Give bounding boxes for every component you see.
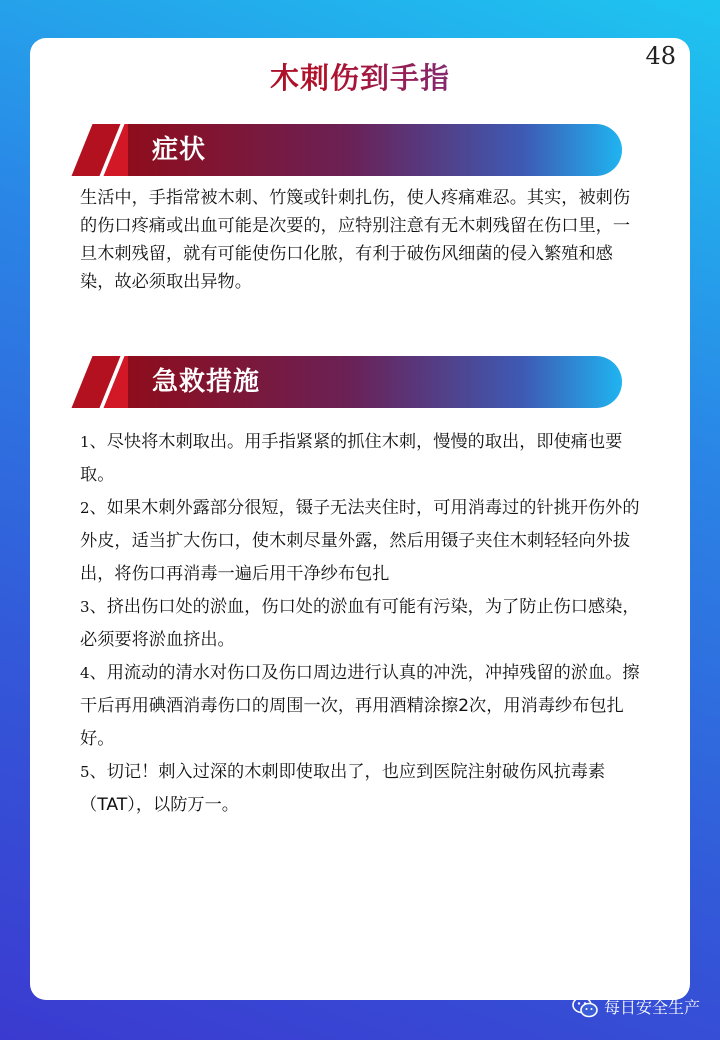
content-card bbox=[30, 38, 690, 1000]
step-number: 5 bbox=[80, 763, 90, 781]
page-title: 木刺伤到手指 bbox=[30, 56, 690, 97]
step-text: 、切记！刺入过深的木刺即使取出了，也应到医院注射破伤风抗毒素（TAT），以防万一。 bbox=[80, 762, 606, 815]
first-aid-heading: 急救措施 bbox=[152, 367, 261, 397]
step-text: 、如果木刺外露部分很短，镊子无法夹住时，可用消毒过的针挑开伤外的外皮，适当扩大伤口，使木刺尽量外露，然后用镊子夹住木刺轻轻向外拔出，将伤口再消毒一遍后用干净纱布包扎 bbox=[80, 498, 640, 584]
list-item bbox=[80, 657, 650, 756]
step-text: 、用流动的清水对伤口及伤口周边进行认真的冲洗，冲掉残留的淤血。擦干后再用碘酒消毒伤口的周围一次，再用酒精涂擦2次，用消毒纱布包扎好。 bbox=[80, 663, 640, 749]
first-aid-steps bbox=[80, 426, 650, 822]
symptoms-body: 生活中，手指常被木刺、竹篾或针刺扎伤，使人疼痛难忍。其实，被刺伤的伤口疼痛或出血可能是次要的，应特别注意有无木刺残留在伤口里，一旦木刺残留，就有可能使伤口化脓，有利于破伤风细菌的侵入繁殖和感染，故必须取出异物。 bbox=[80, 188, 631, 292]
symptoms-heading: 症状 bbox=[152, 135, 207, 165]
step-text: 、挤出伤口处的淤血，伤口处的淤血有可能有污染，为了防止伤口感染，必须要将淤血挤出。 bbox=[80, 597, 640, 650]
step-number: 2 bbox=[80, 499, 90, 517]
list-item bbox=[80, 756, 650, 822]
list-item bbox=[80, 492, 650, 591]
step-number: 1 bbox=[80, 433, 90, 451]
step-text: 、尽快将木刺取出。用手指紧紧的抓住木刺，慢慢的取出，即使痛也要取。 bbox=[80, 432, 623, 485]
watermark bbox=[572, 995, 700, 1018]
list-item bbox=[80, 591, 650, 657]
wechat-icon bbox=[572, 996, 598, 1018]
step-number: 3 bbox=[80, 598, 90, 616]
step-number: 4 bbox=[80, 664, 90, 682]
watermark-text: 每日安全生产 bbox=[603, 998, 700, 1017]
symptoms-banner bbox=[70, 124, 622, 176]
list-item bbox=[80, 426, 650, 492]
first-aid-banner bbox=[70, 356, 622, 408]
